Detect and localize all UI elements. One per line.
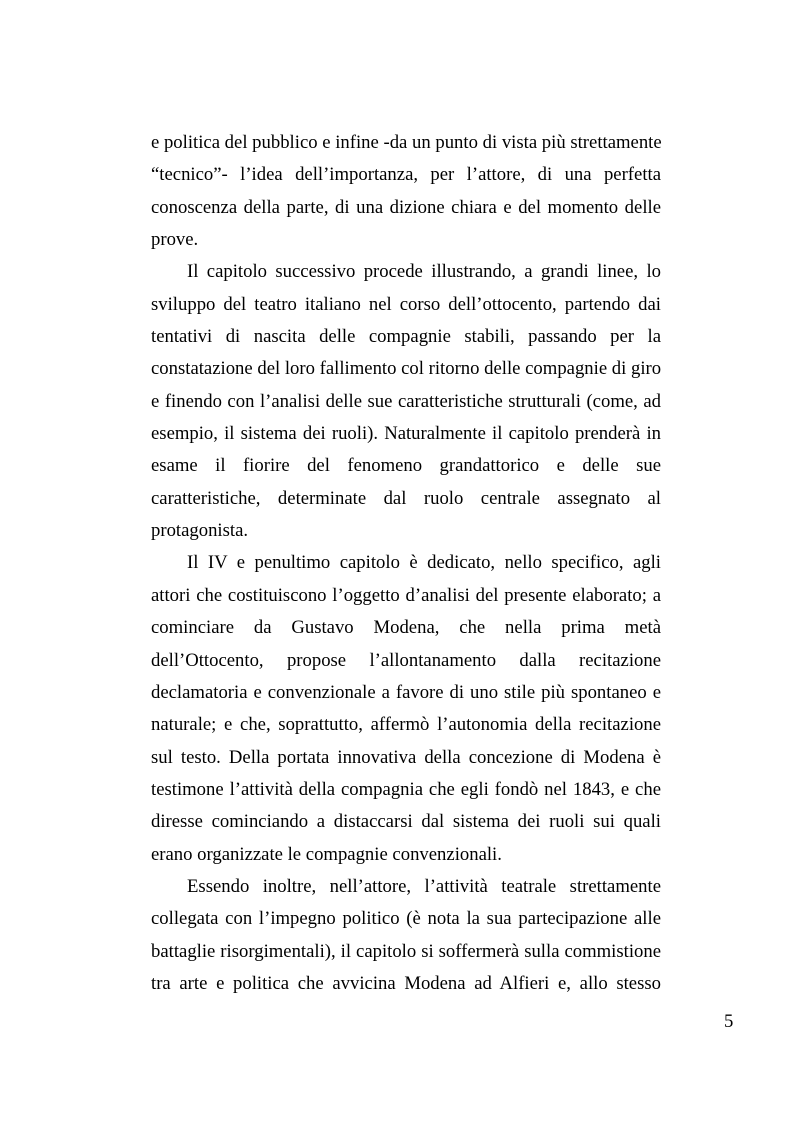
text-line: battaglie risorgimentali), il capitolo si soffermerà sulla commistione xyxy=(151,940,661,962)
text-line: naturale; e che, soprattutto, affermò l’autonomia della recitazione xyxy=(151,714,661,736)
text-line: Essendo inoltre, nell’attore, l’attività teatrale strettamente xyxy=(187,875,661,897)
text-line: sviluppo del teatro italiano nel corso dell’ottocento, partendo dai xyxy=(151,293,661,315)
text-line: erano organizzate le compagnie convenzionali. xyxy=(151,843,502,865)
page-body xyxy=(151,127,661,1000)
text-line: caratteristiche, determinate dal ruolo centrale assegnato al xyxy=(151,487,661,509)
text-line: testimone l’attività della compagnia che egli fondò nel 1843, e che xyxy=(151,778,661,800)
text-line: protagonista. xyxy=(151,520,249,542)
paragraph-4 xyxy=(151,871,661,1000)
text-line: Il capitolo successivo procede illustrando, a grandi linee, lo xyxy=(187,261,661,283)
text-line: diresse cominciando a distaccarsi dal sistema dei ruoli sui quali xyxy=(151,811,661,833)
paragraph-2 xyxy=(151,256,661,547)
text-line: e politica del pubblico e infine -da un punto di vista più strettamente xyxy=(151,132,662,153)
paragraph-1 xyxy=(151,127,661,256)
text-line: e finendo con l’analisi delle sue caratteristiche strutturali (come, ad xyxy=(151,390,661,412)
text-line: constatazione del loro fallimento col ritorno delle compagnie di giro xyxy=(151,358,662,380)
text-line: tentativi di nascita delle compagnie stabili, passando per la xyxy=(151,326,661,348)
text-line: tra arte e politica che avvicina Modena ad Alfieri e, allo stesso xyxy=(151,972,661,994)
text-line: sul testo. Della portata innovativa della concezione di Modena è xyxy=(151,746,661,768)
text-line: esame il fiorire del fenomeno grandattorico e delle sue xyxy=(151,455,661,477)
page-number: 5 xyxy=(724,1011,734,1032)
text-line: collegata con l’impegno politico (è nota la sua partecipazione alle xyxy=(151,908,661,930)
text-line: dell’Ottocento, propose l’allontanamento dalla recitazione xyxy=(151,649,661,671)
text-line: declamatoria e convenzionale a favore di uno stile più spontaneo e xyxy=(151,681,661,703)
text-line: attori che costituiscono l’oggetto d’analisi del presente elaborato; a xyxy=(151,584,661,606)
text-line: cominciare da Gustavo Modena, che nella prima metà xyxy=(151,617,661,639)
text-line: “tecnico”- l’idea dell’importanza, per l’attore, di una perfetta xyxy=(151,164,661,186)
text-line: conoscenza della parte, di una dizione chiara e del momento delle xyxy=(151,196,661,218)
paragraph-3 xyxy=(151,547,661,870)
text-line: Il IV e penultimo capitolo è dedicato, nello specifico, agli xyxy=(187,552,661,574)
text-line: prove. xyxy=(151,229,199,251)
text-line: esempio, il sistema dei ruoli). Naturalmente il capitolo prenderà in xyxy=(151,423,661,445)
